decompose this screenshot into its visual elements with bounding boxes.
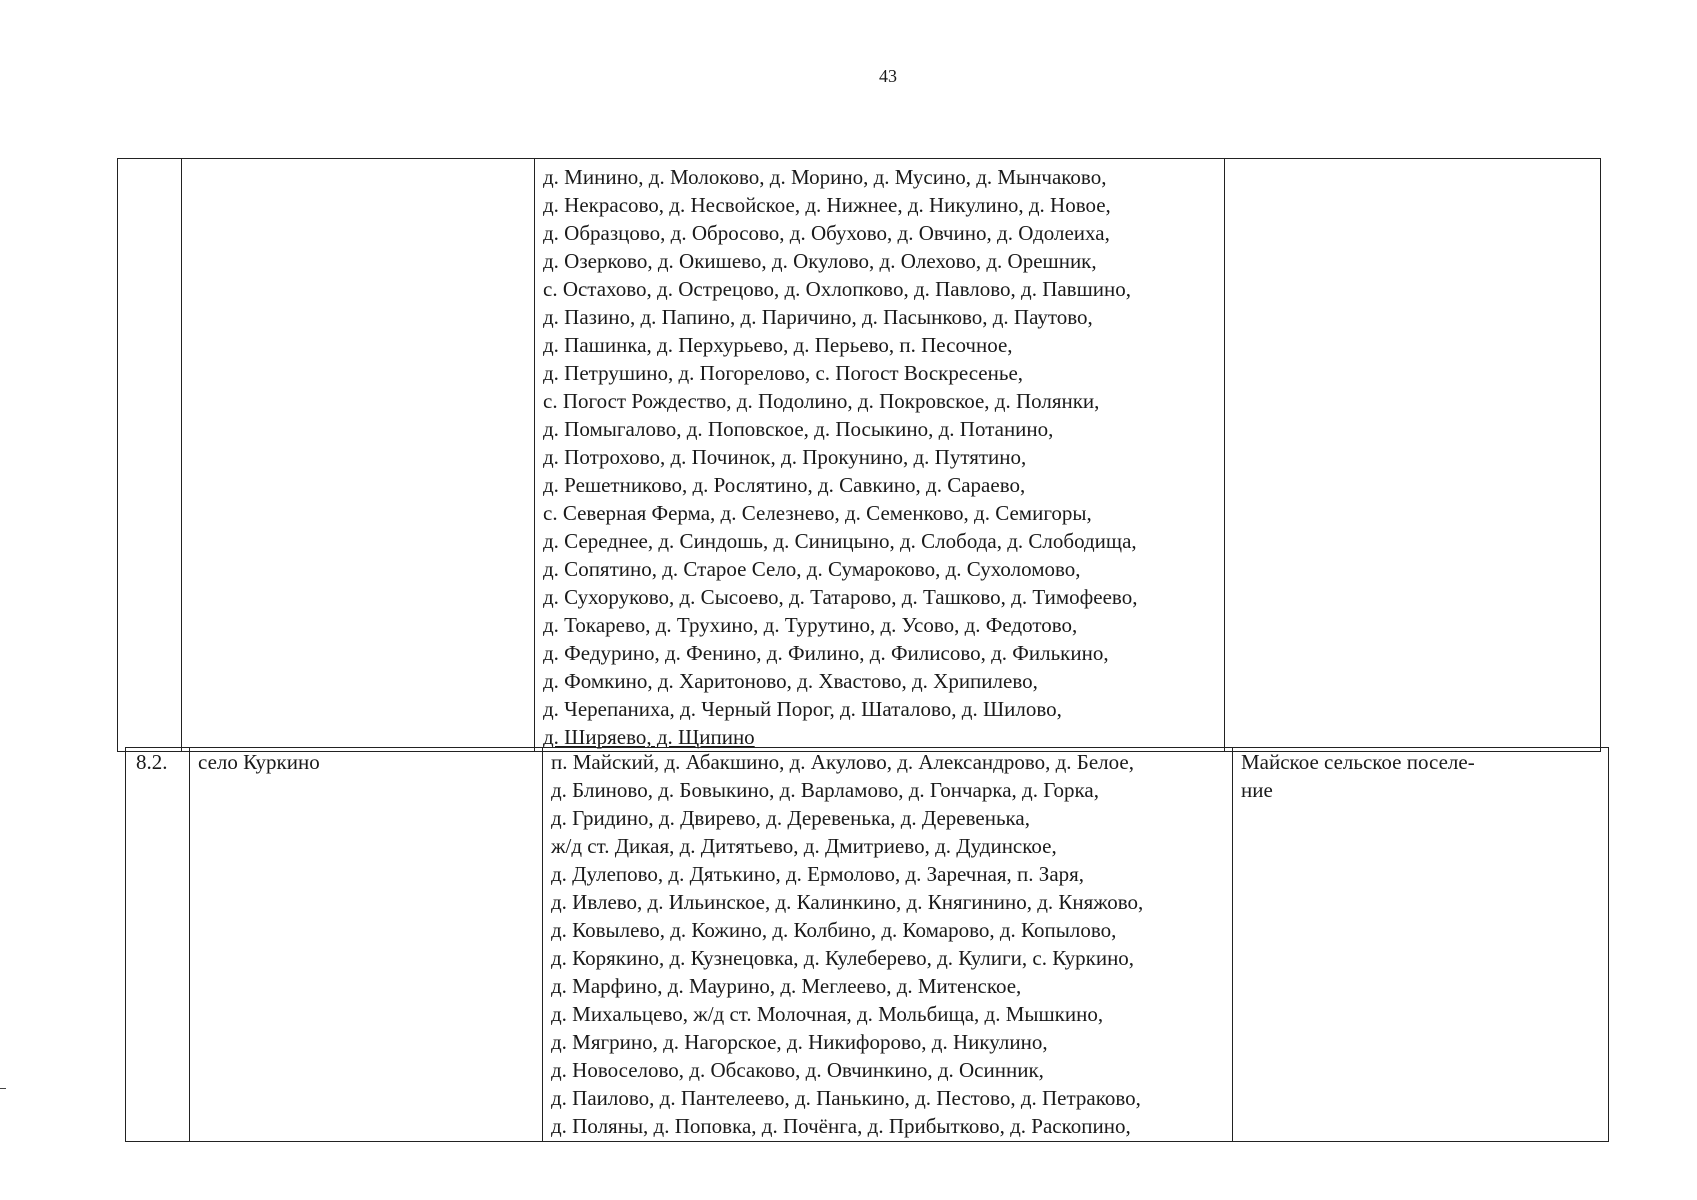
list-line: д. Сопятино, д. Старое Село, д. Сумароково, д. Сухоломово, xyxy=(543,557,1081,581)
list-line: д. Озерково, д. Окишево, д. Окулово, д. Олехово, д. Орешник, xyxy=(543,249,1097,273)
list-line: д. Гридино, д. Двирево, д. Деревенька, д. Деревенька, xyxy=(551,806,1030,830)
list-line: д. Черепаниха, д. Черный Порог, д. Шаталово, д. Шилово, xyxy=(543,697,1062,721)
list-line: с. Северная Ферма, д. Селезнево, д. Семенково, д. Семигоры, xyxy=(543,501,1092,525)
table-row xyxy=(126,748,1609,1142)
list-line: д. Федурино, д. Фенино, д. Филино, д. Филисово, д. Филькино, xyxy=(543,641,1109,665)
table-row xyxy=(118,159,1601,752)
row-number-cell: 8.2. xyxy=(126,748,190,1142)
list-line: д. Блиново, д. Бовыкино, д. Варламово, д. Гончарка, д. Горка, xyxy=(551,778,1099,802)
list-line: д. Корякино, д. Кузнецовка, д. Кулеберево, д. Кулиги, с. Куркино, xyxy=(551,946,1135,970)
list-line: д. Минино, д. Молоково, д. Морино, д. Мусино, д. Мынчаково, xyxy=(543,165,1107,189)
list-line: с. Остахово, д. Острецово, д. Охлопково, д. Павлово, д. Павшино, xyxy=(543,277,1131,301)
list-line: д. Дулепово, д. Дятькино, д. Ермолово, д. Заречная, п. Заря, xyxy=(551,862,1085,886)
list-line: с. Погост Рождество, д. Подолино, д. Покровское, д. Полянки, xyxy=(543,389,1100,413)
list-line: д. Ширяево, д. Щипино xyxy=(543,725,755,749)
list-line: д. Потрохово, д. Починок, д. Прокунино, д. Путятино, xyxy=(543,445,1027,469)
row-number-cell xyxy=(118,159,182,752)
list-line: д. Токарево, д. Трухино, д. Турутино, д. Усово, д. Федотово, xyxy=(543,613,1078,637)
list-line: д. Ивлево, д. Ильинское, д. Калинкино, д. Княгинино, д. Княжово, xyxy=(551,890,1144,914)
settlement-name-cell xyxy=(182,159,535,752)
list-line: д. Ковылево, д. Кожино, д. Колбино, д. Комарово, д. Копылово, xyxy=(551,918,1117,942)
organization-cell xyxy=(1225,159,1601,752)
settlements-table xyxy=(125,747,1609,1142)
list-line: д. Сухоруково, д. Сысоево, д. Татарово, д. Ташково, д. Тимофеево, xyxy=(543,585,1138,609)
list-line: д. Помыгалово, д. Поповское, д. Посыкино, д. Потанино, xyxy=(543,417,1054,441)
organization-line: Майское сельское поселе- xyxy=(1241,750,1475,774)
list-line: д. Паилово, д. Пантелеево, д. Панькино, д. Пестово, д. Петраково, xyxy=(551,1086,1141,1110)
scan-edge-mark xyxy=(0,1088,6,1089)
list-line: ж/д ст. Дикая, д. Дитятьево, д. Дмитриево, д. Дудинское, xyxy=(551,834,1057,858)
list-line: д. Поляны, д. Поповка, д. Почёнга, д. Прибытково, д. Раскопино, xyxy=(551,1114,1131,1138)
list-line: д. Фомкино, д. Харитоново, д. Хвастово, д. Хрипилево, xyxy=(543,669,1038,693)
list-line: д. Решетниково, д. Рослятино, д. Савкино, д. Сараево, xyxy=(543,473,1026,497)
organization-line: ние xyxy=(1241,778,1273,802)
list-line: д. Марфино, д. Маурино, д. Меглеево, д. Митенское, xyxy=(551,974,1022,998)
list-line: д. Новоселово, д. Обсаково, д. Овчинкино, д. Осинник, xyxy=(551,1058,1044,1082)
settlements-list-cell xyxy=(535,159,1225,752)
list-line: д. Образцово, д. Обросово, д. Обухово, д. Овчино, д. Одолеиха, xyxy=(543,221,1110,245)
settlements-table-continued xyxy=(117,158,1601,752)
settlement-name-cell: село Куркино xyxy=(190,748,543,1142)
list-line: д. Середнее, д. Синдошь, д. Синицыно, д. Слобода, д. Слободища, xyxy=(543,529,1137,553)
list-line: д. Петрушино, д. Погорелово, с. Погост Воскресенье, xyxy=(543,361,1024,385)
list-line: д. Пазино, д. Папино, д. Паричино, д. Пасынково, д. Паутово, xyxy=(543,305,1093,329)
list-line: д. Пашинка, д. Перхурьево, д. Перьево, п. Песочное, xyxy=(543,333,1013,357)
list-line: п. Майский, д. Абакшино, д. Акулово, д. Александрово, д. Белое, xyxy=(551,750,1134,774)
list-line: д. Михальцево, ж/д ст. Молочная, д. Мольбища, д. Мышкино, xyxy=(551,1002,1104,1026)
page-number: 43 xyxy=(879,66,897,86)
organization-cell xyxy=(1233,748,1609,1142)
list-line: д. Некрасово, д. Несвойское, д. Нижнее, д. Никулино, д. Новое, xyxy=(543,193,1111,217)
list-line: д. Мягрино, д. Нагорское, д. Никифорово, д. Никулино, xyxy=(551,1030,1048,1054)
settlements-list-cell xyxy=(543,748,1233,1142)
